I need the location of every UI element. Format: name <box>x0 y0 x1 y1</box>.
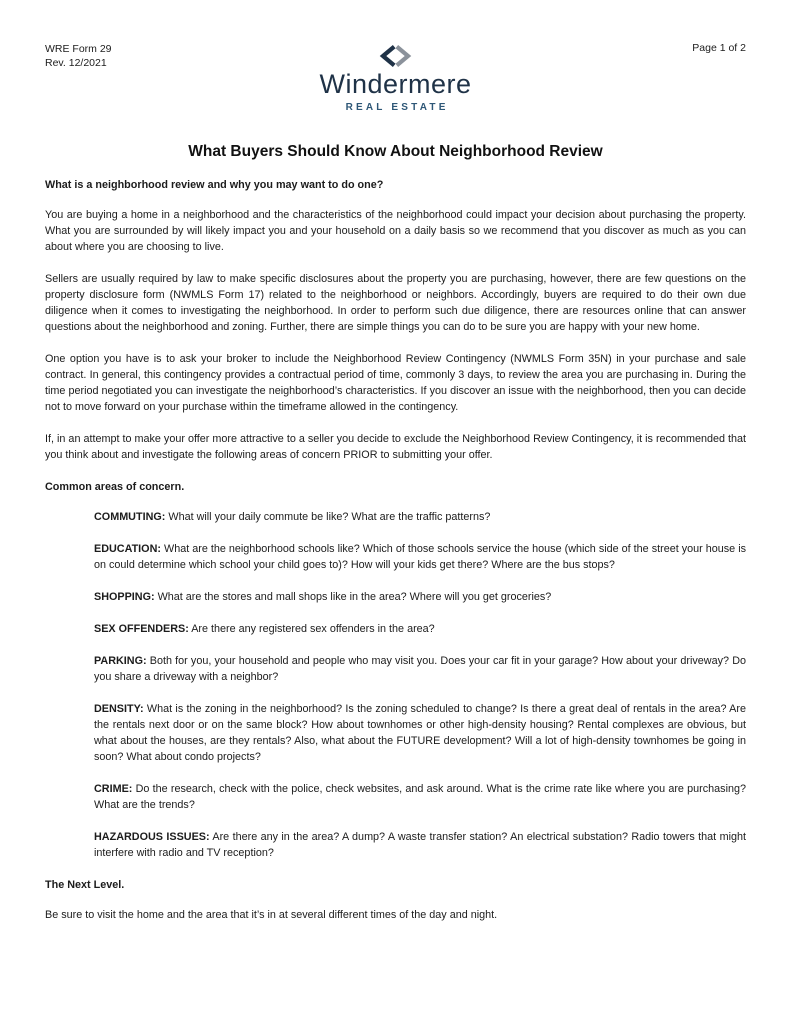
next-level-heading: The Next Level. <box>45 879 125 891</box>
concern-item: EDUCATION: What are the neighborhood schools like? Which of those schools service the house (which side of the street your house is on could determine which school your child goes to)? How will your kids get there? Where are the bus stops? <box>94 543 746 571</box>
concern-label: PARKING: <box>94 655 147 667</box>
concern-label: CRIME: <box>94 783 133 795</box>
concerns-heading: Common areas of concern. <box>45 481 185 493</box>
form-revision: Rev. 12/2021 <box>45 57 107 69</box>
paragraph: You are buying a home in a neighborhood and the characteristics of the neighborhood could impact your decision about purchasing the property. What you are surrounded by will likely impact you and your household on a daily basis so we recommend that you discover as much as you can about where you are choosing to live. <box>45 209 746 253</box>
form-info <box>45 42 215 70</box>
concern-label: SHOPPING: <box>94 591 155 603</box>
closing-paragraph: Be sure to visit the home and the area that it’s in at several different times of the day and night. <box>45 909 498 921</box>
concern-item: SEX OFFENDERS: Are there any registered sex offenders in the area? <box>94 623 435 635</box>
concern-item: CRIME: Do the research, check with the police, check websites, and ask around. What is the crime rate like where you are purchasing? What are the trends? <box>94 783 746 811</box>
intro-paragraphs <box>45 207 746 463</box>
windermere-logo <box>319 44 471 113</box>
page-header <box>45 42 746 113</box>
concern-label: EDUCATION: <box>94 543 161 555</box>
form-number: WRE Form 29 <box>45 43 112 55</box>
concern-label: HAZARDOUS ISSUES: <box>94 831 210 843</box>
document-title: What Buyers Should Know About Neighborhood Review <box>188 143 603 160</box>
intro-heading: What is a neighborhood review and why you may want to do one? <box>45 179 384 191</box>
concern-label: DENSITY: <box>94 703 144 715</box>
paragraph: Sellers are usually required by law to make specific disclosures about the property you are purchasing, however, there are few questions on the property disclosure form (NWMLS Form 17) related to the neighborhood or neighbors. Accordingly, buyers are required to do their own due diligence when it comes to investigating the neighborhood. In order to perform such due diligence, there are resources online that can answer questions about the neighborhood and zoning. Further, there are simple things you can do to be sure you are happy with your new home. <box>45 273 746 333</box>
concern-item: HAZARDOUS ISSUES: Are there any in the area? A dump? A waste transfer station? An electrical substation? Radio towers that might interfere with radio and TV reception? <box>94 831 746 859</box>
paragraph: If, in an attempt to make your offer more attractive to a seller you decide to exclude the Neighborhood Review Contingency, it is recommended that you think about and investigate the following areas of concern PRIOR to submitting your offer. <box>45 433 746 461</box>
concern-label: SEX OFFENDERS: <box>94 623 189 635</box>
concern-item: COMMUTING: What will your daily commute be like? What are the traffic patterns? <box>94 511 491 523</box>
logo-subtitle: REAL ESTATE <box>345 102 449 113</box>
page-indicator: Page 1 of 2 <box>692 42 746 54</box>
concern-item: DENSITY: What is the zoning in the neighborhood? Is the zoning scheduled to change? Is there a great deal of rentals in the area? Are the rentals next door or on the same block? How about townhomes or other high-density housing? Rental complexes are obvious, but what about the houses, are they rentals? Also, what about the FUTURE development? Will a lot of high-density townhomes be going in soon? What about condo projects? <box>94 703 746 763</box>
concern-item: SHOPPING: What are the stores and mall shops like in the area? Where will you get groceries? <box>94 591 552 603</box>
concern-label: COMMUTING: <box>94 511 166 523</box>
paragraph: One option you have is to ask your broker to include the Neighborhood Review Contingency (NWMLS Form 35N) in your purchase and sale contract. In general, this contingency provides a contractual period of time, commonly 3 days, to review the area you are purchasing in. During the time period negotiated you can investigate the neighborhood’s characteristics. If you discover an issue with the neighborhood, then you can decide not to move forward on your purchase within the timeframe allowed in the contingency. <box>45 353 746 413</box>
concern-item: PARKING: Both for you, your household and people who may visit you. Does your car fit in your garage? How about your driveway? Do you share a driveway with a neighbor? <box>94 655 746 683</box>
concerns-list <box>45 509 746 861</box>
windermere-w-diamond-icon <box>379 44 412 68</box>
logo-wordmark: Windermere <box>319 69 472 99</box>
